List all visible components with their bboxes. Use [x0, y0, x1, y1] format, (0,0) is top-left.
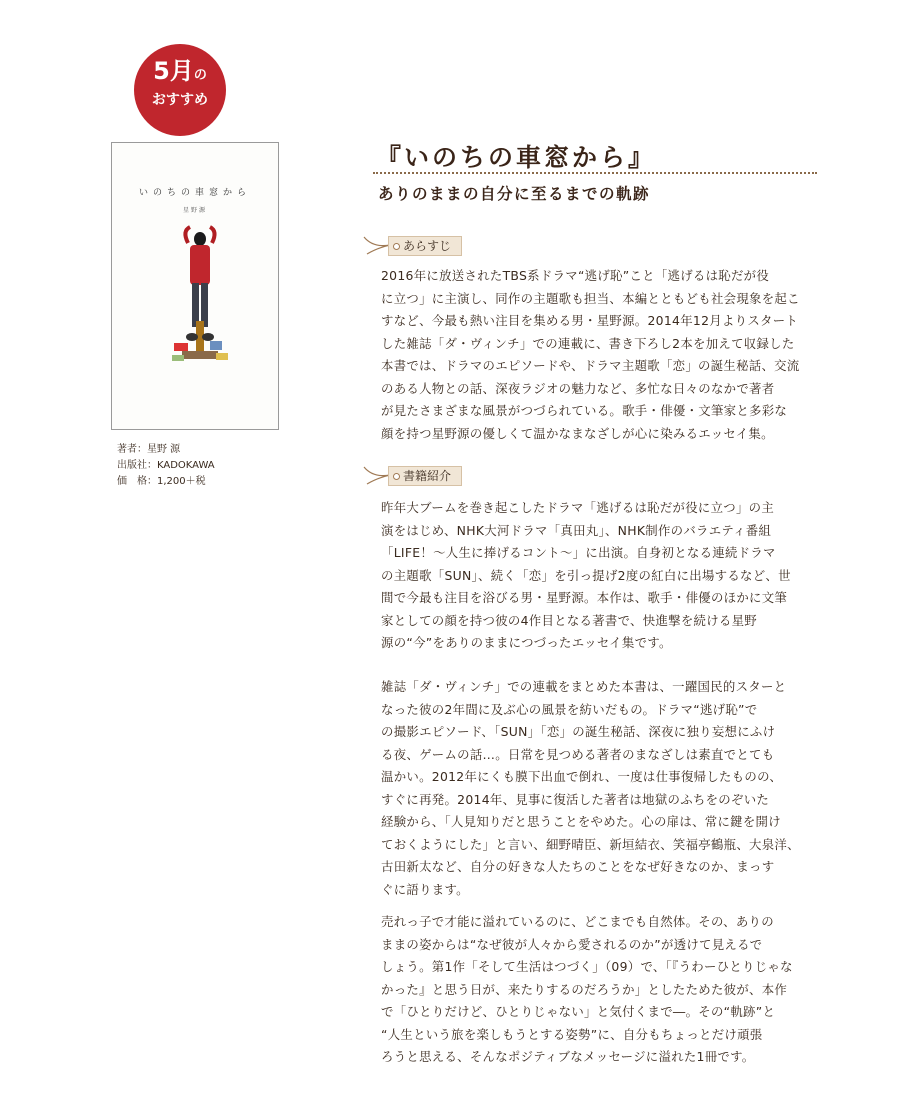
- badge-month: 5月: [153, 57, 194, 85]
- text-line: なった彼の2年間に及ぶ心の風景を紡いだもの。ドラマ“逃げ恥”で: [381, 701, 758, 717]
- text-line: 古田新太など、自分の好きな人たちのことをなぜ好きなのか、まっす: [381, 859, 775, 874]
- text-line: で「ひとりだけど、ひとりじゃない」と気付くまで―。その“軌跡”と: [381, 1004, 776, 1019]
- text-line: が見たさまざまな風景がつづられている。歌手・俳優・文筆家と多彩な: [381, 403, 788, 418]
- text-line: ておくようにした」と言い、細野晴臣、新垣結衣、笑福亭鶴瓶、大泉洋、: [381, 836, 800, 852]
- text-line: した雑誌「ダ・ヴィンチ」での連載に、書き下ろし2本を加えて収録した: [381, 335, 795, 351]
- text-line: しょう。第1作「そして生活はつづく」（09）で、「『うわーひとりじゃな: [381, 959, 793, 974]
- text-line: 経験から、「人見知りだと思うことをやめた。心の扉は、常に鍵を開け: [381, 814, 781, 829]
- review-paragraph-1: [381, 497, 821, 655]
- text-line: 家としての顔を持つ彼の4作目となる著書で、快進撃を続ける星野: [381, 612, 757, 628]
- meta-author: 著者：星野 源: [117, 444, 181, 455]
- text-line: 売れっ子で才能に溢れているのに、どこまでも自然体。その、ありの: [381, 914, 774, 929]
- badge-recommend: おすすめ: [151, 92, 209, 108]
- text-line: “人生という旅を楽しもうとする姿勢”に、自分もちょっとだけ頑張: [381, 1026, 763, 1042]
- meta-price: 価 格：1,200＋税: [117, 476, 206, 487]
- text-line: 雑誌「ダ・ヴィンチ」での連載をまとめた本書は、一躍国民的スターと: [381, 679, 787, 694]
- meta-publisher: 出版社：KADOKAWA: [117, 460, 215, 471]
- book-subtitle: ありのままの自分に至るまでの軌跡: [378, 185, 651, 203]
- text-line: に立つ」に主演し、同作の主題歌も担当、本編とともども社会現象を起こ: [381, 290, 800, 306]
- text-line: 本書では、ドラマのエピソードや、ドラマ主題歌「恋」の誕生秘話、交流: [381, 358, 800, 373]
- recommendation-badge: [134, 44, 226, 136]
- text-line: 昨年大ブームを巻き起こしたドラマ「逃げるは恥だが役に立つ」の主: [381, 500, 775, 515]
- text-line: かった』と思う日が、来たりするのだろうか」としたためた彼が、本作: [381, 981, 788, 997]
- text-line: のある人物との話、深夜ラジオの魅力など、多忙な日々のなかで著者: [381, 380, 775, 396]
- text-line: 源の“今”をありのままにつづったエッセイ集です。: [381, 635, 672, 650]
- title-divider: [373, 172, 817, 174]
- text-line: 演をはじめ、NHK大河ドラマ「真田丸」、NHK制作のバラエティ番組: [381, 522, 772, 538]
- text-line: 温かい。2012年にくも膜下出血で倒れ、一度は仕事復帰したものの、: [381, 769, 783, 784]
- review-paragraph-3: [381, 911, 821, 1069]
- text-line: ままの姿からは“なぜ彼が人々から愛されるのか”が透けて見えるで: [381, 936, 763, 952]
- text-line: の主題歌「SUN」、続く「恋」を引っ提げ2度の紅白に出場するなど、世: [381, 567, 791, 583]
- text-line: る夜、ゲームの話…。日常を見つめる著者のまなざしは素直でとても: [381, 746, 775, 762]
- text-line: の撮影エピソード、「SUN」「恋」の誕生秘話、深夜に独り妄想にふけ: [381, 724, 776, 739]
- text-line: 顔を持つ星野源の優しくて温かなまなざしが心に染みるエッセイ集。: [381, 425, 774, 441]
- badge-no: の: [193, 68, 207, 83]
- text-line: すぐに再発。2014年、見事に復活した著者は地獄のふちをのぞいた: [381, 791, 770, 807]
- text-line: ぐに語ります。: [381, 881, 469, 897]
- cover-author: 星野源: [182, 207, 207, 214]
- text-line: 間で今最も注目を浴びる男・星野源。本作は、歌手・俳優のほかに文筆: [381, 590, 788, 605]
- cover-title: いのちの車窓から: [138, 188, 251, 198]
- book-title: 『いのちの車窓から』: [376, 143, 657, 172]
- review-label: 書籍紹介: [388, 466, 462, 486]
- review-paragraph-2: [381, 676, 821, 901]
- synopsis-label: あらすじ: [388, 236, 462, 256]
- cover-illustration: [170, 225, 230, 385]
- text-line: 「LIFE！〜人生に捧げるコント〜」に出演。自身初となる連続ドラマ: [381, 545, 776, 560]
- text-line: 2016年に放送されたTBS系ドラマ“逃げ恥”こと「逃げるは恥だが役: [381, 268, 770, 283]
- text-line: すなど、今最も熱い注目を集める男・星野源。2014年12月よりスタート: [381, 313, 799, 328]
- synopsis-text: [381, 265, 821, 445]
- text-line: ろうと思える、そんなポジティブなメッセージに溢れた1冊です。: [381, 1049, 755, 1064]
- book-meta: [117, 442, 215, 490]
- book-cover: [111, 142, 279, 430]
